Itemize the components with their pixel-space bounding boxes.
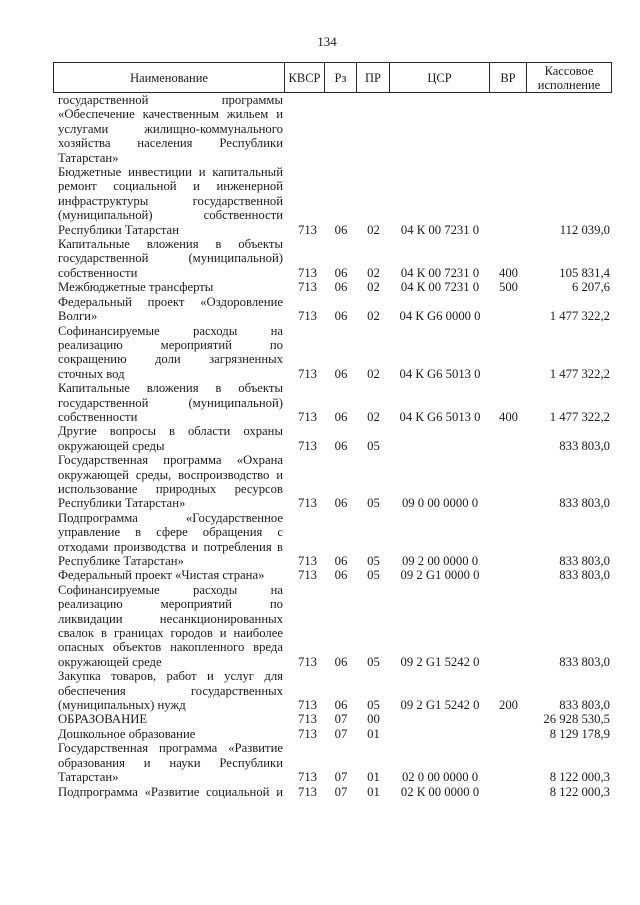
amount-cell: 8 122 000,3 bbox=[549, 784, 610, 799]
row-name-cell bbox=[53, 785, 285, 799]
table-row bbox=[53, 165, 612, 237]
pr-cell: 02 bbox=[367, 366, 380, 381]
kvsr-cell: 713 bbox=[297, 265, 318, 280]
row-name-line: Другие вопросы в области охраны bbox=[58, 424, 283, 439]
table-row bbox=[53, 453, 612, 511]
row-name-line: реализацию мероприятий по bbox=[58, 597, 283, 612]
row-name-cell bbox=[53, 280, 285, 294]
csr-cell: 04 К G6 0000 0 bbox=[399, 309, 481, 324]
amount-cell: 1 477 322,2 bbox=[549, 409, 610, 424]
rz-cell: 06 bbox=[334, 309, 348, 324]
row-name-line: Федеральный проект «Чистая страна» bbox=[58, 568, 265, 583]
row-name-line: государственной программы bbox=[58, 93, 283, 107]
row-name-line: услугами жилищно-коммунального bbox=[58, 121, 283, 136]
row-name-line: Подпрограмма «Развитие социальной и bbox=[58, 784, 283, 799]
rz-cell: 06 bbox=[334, 438, 348, 453]
header-csr: ЦСР bbox=[390, 62, 490, 93]
page-number: 134 bbox=[317, 34, 337, 49]
table-row bbox=[53, 712, 612, 726]
table-row bbox=[53, 727, 612, 741]
rz-cell: 06 bbox=[334, 698, 348, 713]
pr-cell: 02 bbox=[367, 409, 380, 424]
table-body bbox=[53, 93, 612, 799]
pr-cell: 02 bbox=[367, 222, 380, 237]
row-name-line: (муниципальных) нужд bbox=[58, 698, 186, 713]
header-vr: ВР bbox=[490, 62, 527, 93]
row-name-cell bbox=[53, 669, 285, 712]
row-name-line: свалок в границах городов и наиболее bbox=[58, 626, 283, 641]
row-name-line: Волги» bbox=[58, 309, 98, 324]
table-row bbox=[53, 324, 612, 382]
kvsr-cell: 713 bbox=[297, 496, 318, 511]
csr-cell: 09 0 00 0000 0 bbox=[401, 496, 479, 511]
vr-cell: 200 bbox=[498, 698, 519, 713]
amount-cell: 8 122 000,3 bbox=[549, 770, 610, 785]
row-name-line: собственности bbox=[58, 409, 138, 424]
row-name-line: образования и науки Республики bbox=[58, 755, 283, 770]
header-amount: Кассовое исполнение bbox=[527, 62, 612, 93]
row-name-line: Республики Татарстан» bbox=[58, 496, 186, 511]
amount-cell: 112 039,0 bbox=[559, 222, 610, 237]
pr-cell: 05 bbox=[367, 438, 380, 453]
row-name-line: Татарстан» bbox=[58, 770, 119, 785]
row-name-line: ликвидации несанкционированных bbox=[58, 611, 283, 626]
table-row bbox=[53, 280, 612, 294]
csr-cell: 02 0 00 0000 0 bbox=[401, 770, 479, 785]
row-name-cell bbox=[53, 295, 285, 324]
amount-cell: 833 803,0 bbox=[559, 698, 610, 713]
rz-cell: 06 bbox=[334, 409, 348, 424]
kvsr-cell: 713 bbox=[297, 409, 318, 424]
csr-cell: 09 2 00 0000 0 bbox=[401, 554, 479, 568]
pr-cell: 05 bbox=[367, 554, 380, 568]
row-name-line: окружающей среде bbox=[58, 654, 162, 669]
row-name-line: Софинансируемые расходы на bbox=[58, 582, 283, 597]
row-name-line: Межбюджетные трансферты bbox=[58, 280, 214, 295]
budget-table bbox=[53, 62, 612, 799]
row-name-line: государственной (муниципальной) bbox=[58, 251, 283, 266]
table-row bbox=[53, 295, 612, 324]
kvsr-cell: 713 bbox=[297, 280, 318, 295]
row-name-line: ремонт социальной и инженерной bbox=[58, 179, 283, 194]
row-name-line: собственности bbox=[58, 265, 138, 280]
amount-cell: 833 803,0 bbox=[559, 438, 610, 453]
amount-cell: 833 803,0 bbox=[559, 568, 610, 583]
rz-cell: 06 bbox=[334, 654, 348, 669]
amount-cell: 1 477 322,2 bbox=[549, 366, 610, 381]
csr-cell: 09 2 G1 0000 0 bbox=[400, 568, 480, 583]
amount-cell: 1 477 322,2 bbox=[549, 309, 610, 324]
vr-cell: 400 bbox=[498, 409, 519, 424]
kvsr-cell: 713 bbox=[297, 784, 318, 799]
row-name-line: окружающей среды bbox=[58, 438, 165, 453]
table-row bbox=[53, 568, 612, 582]
kvsr-cell: 713 bbox=[297, 654, 318, 669]
kvsr-cell: 713 bbox=[297, 568, 318, 583]
row-name-line: Республики Татарстан bbox=[58, 222, 179, 237]
row-name-line: сточных вод bbox=[58, 366, 125, 381]
table-row bbox=[53, 511, 612, 569]
pr-cell: 00 bbox=[367, 712, 380, 727]
rz-cell: 06 bbox=[334, 554, 348, 568]
pr-cell: 05 bbox=[367, 496, 380, 511]
pr-cell: 02 bbox=[367, 280, 380, 295]
csr-cell: 09 2 G1 5242 0 bbox=[400, 654, 480, 669]
csr-cell: 04 К G6 5013 0 bbox=[399, 366, 481, 381]
pr-cell: 02 bbox=[367, 309, 380, 324]
rz-cell: 07 bbox=[334, 784, 348, 799]
pr-cell: 01 bbox=[367, 784, 380, 799]
pr-cell: 05 bbox=[367, 568, 380, 583]
table-row bbox=[53, 381, 612, 424]
header-name: Наименование bbox=[53, 62, 285, 93]
vr-cell: 500 bbox=[498, 280, 519, 295]
row-name-cell bbox=[53, 165, 285, 237]
row-name-cell bbox=[53, 583, 285, 669]
rz-cell: 07 bbox=[334, 712, 348, 727]
csr-cell: 04 К G6 5013 0 bbox=[399, 409, 481, 424]
kvsr-cell: 713 bbox=[297, 698, 318, 713]
row-name-line: Татарстан» bbox=[58, 150, 119, 165]
row-name-line: окружающей среды, воспроизводство и bbox=[58, 467, 283, 482]
kvsr-cell: 713 bbox=[297, 366, 318, 381]
table-row bbox=[53, 237, 612, 280]
row-name-line: реализацию мероприятий по bbox=[58, 337, 283, 352]
csr-cell: 09 2 G1 5242 0 bbox=[400, 698, 480, 713]
row-name-cell bbox=[53, 511, 285, 569]
row-name-cell bbox=[53, 712, 285, 726]
row-name-cell bbox=[53, 741, 285, 784]
amount-cell: 8 129 178,9 bbox=[549, 726, 610, 741]
vr-cell: 400 bbox=[498, 265, 519, 280]
table-row bbox=[53, 424, 612, 453]
kvsr-cell: 713 bbox=[297, 712, 318, 727]
row-name-cell bbox=[53, 568, 285, 582]
amount-cell: 26 928 530,5 bbox=[543, 712, 610, 727]
row-name-line: хозяйства населения Республики bbox=[58, 136, 283, 151]
rz-cell: 06 bbox=[334, 496, 348, 511]
kvsr-cell: 713 bbox=[297, 554, 318, 568]
row-name-line: Капитальные вложения в объекты bbox=[58, 381, 283, 396]
row-name-line: ОБРАЗОВАНИЕ bbox=[58, 712, 148, 727]
row-name-line: обеспечения государственных bbox=[58, 683, 283, 698]
row-name-cell bbox=[53, 324, 285, 382]
row-name-line: опасных объектов накопленного вреда bbox=[58, 640, 283, 655]
row-name-line: «Обеспечение качественным жильем и bbox=[58, 107, 283, 122]
pr-cell: 02 bbox=[367, 265, 380, 280]
row-name-line: Государственная программа «Развитие bbox=[58, 741, 283, 756]
rz-cell: 06 bbox=[334, 280, 348, 295]
row-name-line: Капитальные вложения в объекты bbox=[58, 237, 283, 252]
table-row bbox=[53, 785, 612, 799]
row-name-line: инфраструктуры государственной bbox=[58, 193, 283, 208]
amount-cell: 6 207,6 bbox=[571, 280, 610, 295]
row-name-line: Закупка товаров, работ и услуг для bbox=[58, 669, 283, 684]
row-name-line: (муниципальной) собственности bbox=[58, 208, 283, 223]
row-name-cell bbox=[53, 381, 285, 424]
csr-cell: 04 К 00 7231 0 bbox=[400, 280, 480, 295]
row-name-line: государственной (муниципальной) bbox=[58, 395, 283, 410]
header-kvsr: КВСР bbox=[285, 62, 325, 93]
row-name-line: Подпрограмма «Государственное bbox=[58, 510, 283, 525]
csr-cell: 04 К 00 7231 0 bbox=[400, 222, 480, 237]
amount-cell: 105 831,4 bbox=[559, 265, 610, 280]
row-name-line: Государственная программа «Охрана bbox=[58, 453, 283, 468]
kvsr-cell: 713 bbox=[297, 309, 318, 324]
row-name-line: Федеральный проект «Оздоровление bbox=[58, 294, 283, 309]
amount-cell: 833 803,0 bbox=[559, 496, 610, 511]
row-name-line: Дошкольное образование bbox=[58, 726, 196, 741]
row-name-line: отходами производства и потребления в bbox=[58, 539, 283, 554]
amount-cell: 833 803,0 bbox=[559, 554, 610, 568]
row-name-line: Софинансируемые расходы на bbox=[58, 323, 283, 338]
table-row bbox=[53, 669, 612, 712]
rz-cell: 06 bbox=[334, 222, 348, 237]
pr-cell: 05 bbox=[367, 654, 380, 669]
csr-cell: 02 К 00 0000 0 bbox=[400, 784, 480, 799]
csr-cell: 04 К 00 7231 0 bbox=[400, 265, 480, 280]
row-name-line: сокращению доли загрязненных bbox=[58, 352, 283, 367]
rz-cell: 07 bbox=[334, 726, 348, 741]
row-name-cell bbox=[53, 93, 285, 165]
table-row bbox=[53, 93, 612, 165]
kvsr-cell: 713 bbox=[297, 726, 318, 741]
row-name-cell bbox=[53, 727, 285, 741]
header-rz: Рз bbox=[325, 62, 357, 93]
pr-cell: 01 bbox=[367, 726, 380, 741]
amount-cell: 833 803,0 bbox=[559, 654, 610, 669]
row-name-line: управление в сфере обращения с bbox=[58, 525, 283, 540]
row-name-cell bbox=[53, 424, 285, 453]
kvsr-cell: 713 bbox=[297, 438, 318, 453]
row-name-cell bbox=[53, 453, 285, 511]
row-name-cell bbox=[53, 237, 285, 280]
table-header bbox=[53, 62, 612, 93]
row-name-line: использование природных ресурсов bbox=[58, 481, 283, 496]
table-row bbox=[53, 741, 612, 784]
header-pr: ПР bbox=[357, 62, 390, 93]
row-name-line: Бюджетные инвестиции и капитальный bbox=[58, 165, 283, 180]
kvsr-cell: 713 bbox=[297, 222, 318, 237]
table-row bbox=[53, 583, 612, 669]
rz-cell: 06 bbox=[334, 568, 348, 583]
kvsr-cell: 713 bbox=[297, 770, 318, 785]
rz-cell: 06 bbox=[334, 366, 348, 381]
rz-cell: 06 bbox=[334, 265, 348, 280]
pr-cell: 01 bbox=[367, 770, 380, 785]
row-name-line: Республике Татарстан» bbox=[58, 554, 184, 568]
rz-cell: 07 bbox=[334, 770, 348, 785]
pr-cell: 05 bbox=[367, 698, 380, 713]
